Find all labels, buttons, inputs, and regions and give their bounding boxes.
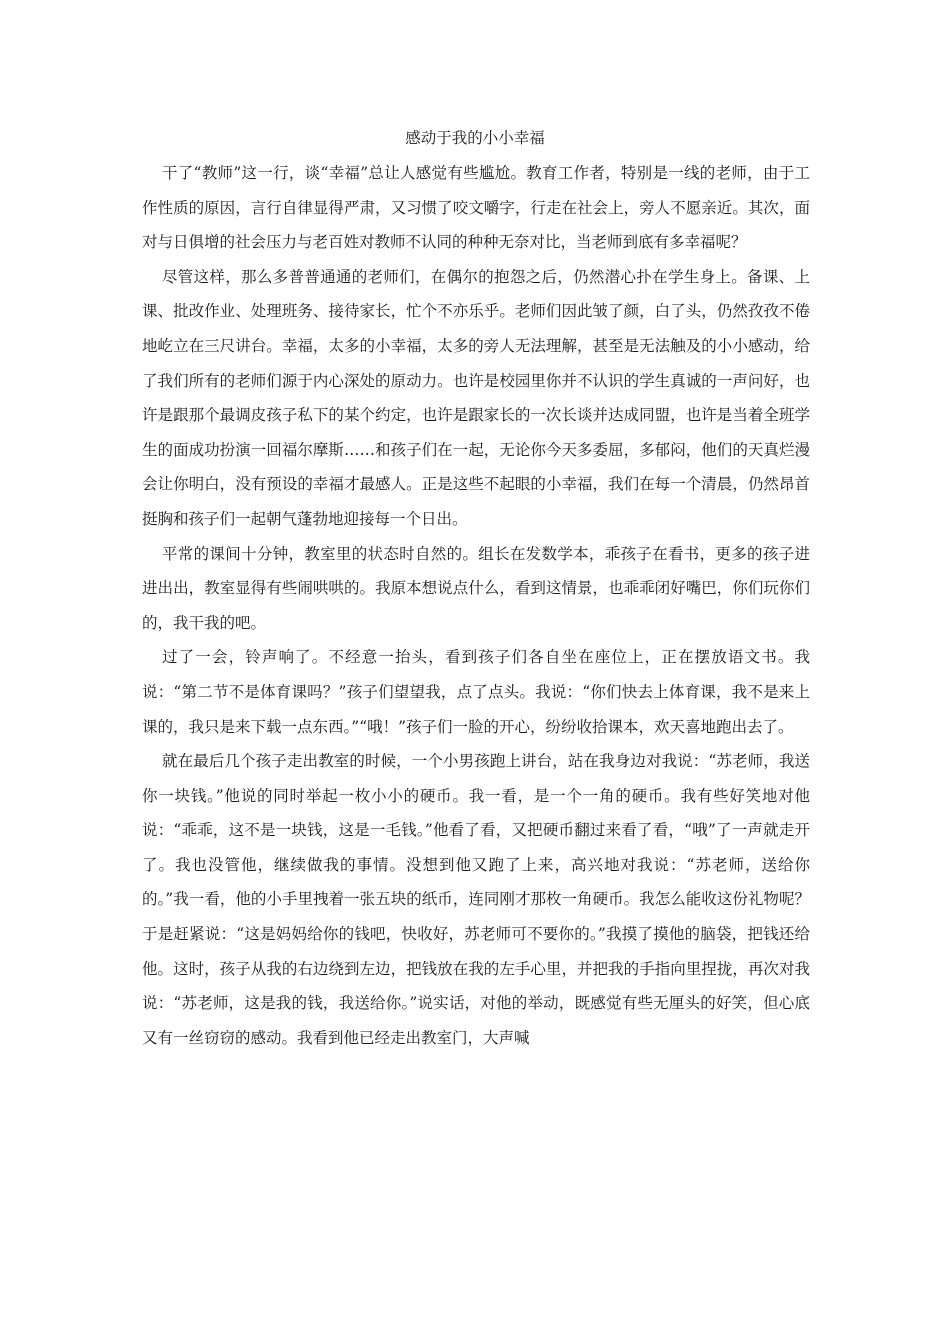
paragraph-3: 平常的课间十分钟，教室里的状态时自然的。组长在发数学本，乖孩子在看书，更多的孩子进进出出，教室显得有些闹哄哄的。我原本想说点什么，看到这情景，也乖乖闭好嘴巴，你们玩你们的，我干我的吧。 xyxy=(142,544,810,632)
paragraph-4: 过了一会，铃声响了。不经意一抬头，看到孩子们各自坐在座位上，正在摆放语文书。我说：“第二节不是体育课吗？”孩子们望望我，点了点头。我说：“你们快去上体育课，我不是来上课的，我只是来下载一点东西。”“哦！”孩子们一脸的开心，纷纷收拾课本，欢天喜地跑出去了。 xyxy=(142,648,810,736)
paragraph-5: 就在最后几个孩子走出教室的时候，一个小男孩跑上讲台，站在我身边对我说：“苏老师，我送你一块钱。”他说的同时举起一枚小小的硬币。我一看，是一个一角的硬币。我有些好笑地对他说：“乖乖，这不是一块钱，这是一毛钱。”他看了看，又把硬币翻过来看了看，“哦”了一声就走开了。我也没管他，继续做我的事情。没想到他又跑了上来，高兴地对我说：“苏老师，送给你的。”我一看，他的小手里拽着一张五块的纸币，连同刚才那枚一角硬币。我怎么能收这份礼物呢？于是赶紧说：“这是妈妈给你的钱吧，快收好，苏老师可不要你的。”我摸了摸他的脑袋，把钱还给他。这时，孩子从我的右边绕到左边，把钱放在我的左手心里，并把我的手指向里捏拢，再次对我说：“苏老师，这是我的钱，我送给你。”说实话，对他的举动，既感觉有些无厘头的好笑，但心底又有一丝窃窃的感动。我看到他已经走出教室门，大声喊 xyxy=(142,752,810,1047)
document-title: 感动于我的小小幸福 xyxy=(405,129,545,147)
paragraph-1: 干了“教师”这一行，谈“幸福”总让人感觉有些尴尬。教育工作者，特别是一线的老师，由于工作性质的原因，言行自律显得严肃，又习惯了咬文嚼字，行走在社会上，旁人不愿亲近。其次，面对与日俱增的社会压力与老百姓对教师不认同的种种无奈对比，当老师到底有多幸福呢？ xyxy=(142,164,810,252)
paragraph-2: 尽管这样，那么多普普通通的老师们，在偶尔的抱怨之后，仍然潜心扑在学生身上。备课、上课、批改作业、处理班务、接待家长，忙个不亦乐乎。老师们因此皱了颜，白了头，仍然孜孜不倦地屹立在三尺讲台。幸福，太多的小幸福，太多的旁人无法理解，甚至是无法触及的小小感动，给了我们所有的老师们源于内心深处的原动力。也许是校园里你并不认识的学生真诚的一声问好，也许是跟那个最调皮孩子私下的某个约定，也许是跟家长的一次长谈并达成同盟，也许是当着全班学生的面成功扮演一回福尔摩斯……和孩子们在一起，无论你今天多委屈，多郁闷，他们的天真烂漫会让你明白，没有预设的幸福才最感人。正是这些不起眼的小幸福，我们在每一个清晨，仍然昂首挺胸和孩子们一起朝气蓬勃地迎接每一个日出。 xyxy=(142,267,810,528)
document-body xyxy=(142,156,810,1055)
